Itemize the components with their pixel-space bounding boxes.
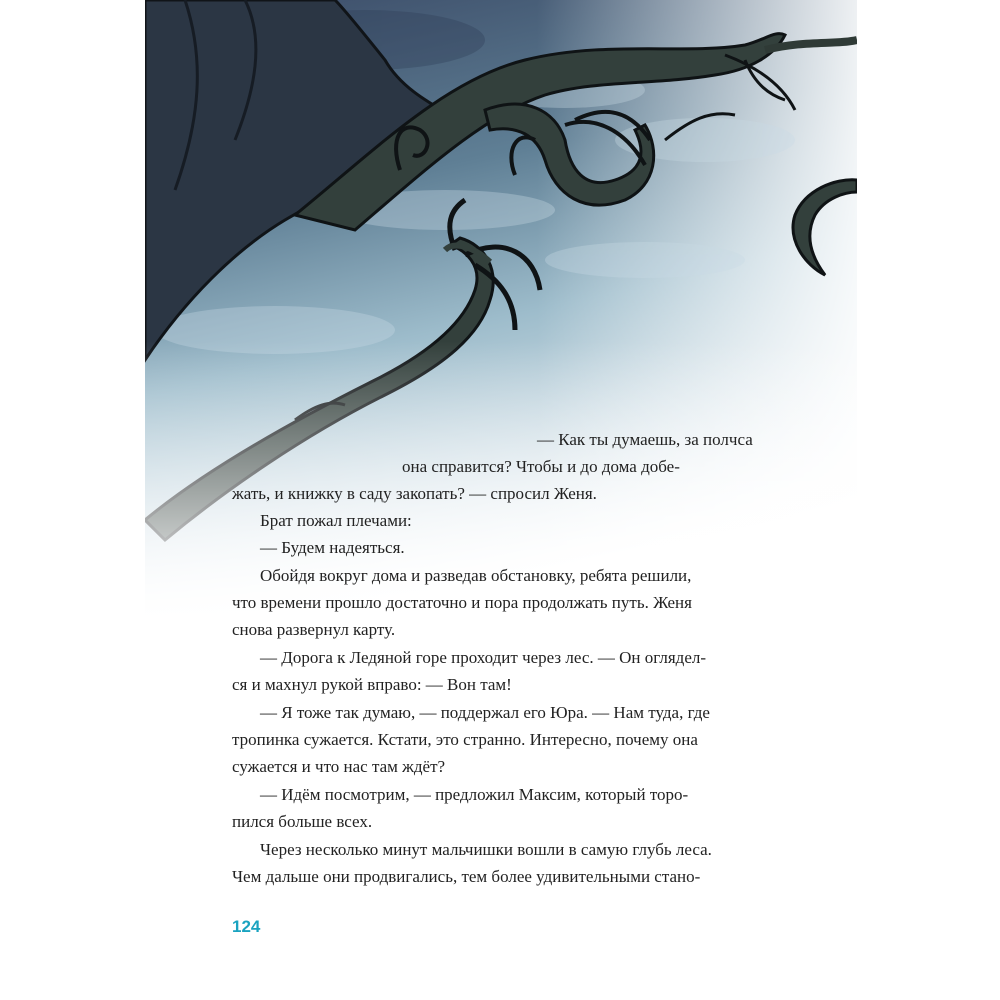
page-number: 124 xyxy=(232,917,261,936)
text-line-12: тропинка сужается. Кстати, это странно. Интересно, почему она xyxy=(232,730,698,749)
text-line-9: — Дорога к Ледяной горе проходит через лес. — Он оглядел- xyxy=(260,648,707,667)
text-line-10: ся и махнул рукой вправо: — Вон там! xyxy=(232,675,512,694)
text-line-6: Обойдя вокруг дома и разведав обстановку, ребята решили, xyxy=(260,566,692,585)
tree-illustration xyxy=(145,0,857,620)
text-line-1: — Как ты думаешь, за полчса xyxy=(537,430,753,449)
text-line-3: жать, и книжку в саду закопать? — спросил Женя. xyxy=(232,484,597,503)
text-line-16: Через несколько минут мальчишки вошли в самую глубь леса. xyxy=(260,840,712,859)
text-line-5: — Будем надеяться. xyxy=(260,538,405,557)
text-line-17: Чем дальше они продвигались, тем более удивительными стано- xyxy=(232,867,701,886)
text-line-11: — Я тоже так думаю, — поддержал его Юра. — Нам туда, где xyxy=(260,703,710,722)
text-line-15: пился больше всех. xyxy=(232,812,373,831)
text-line-7: что времени прошло достаточно и пора продолжать путь. Женя xyxy=(232,593,692,612)
text-line-8: снова развернул карту. xyxy=(232,620,396,639)
text-line-4: Брат пожал плечами: xyxy=(260,511,412,530)
book-page xyxy=(145,0,857,1000)
text-line-2: она справится? Чтобы и до дома добе- xyxy=(402,457,680,476)
text-line-13: сужается и что нас там ждёт? xyxy=(232,757,446,776)
text-line-14: — Идём посмотрим, — предложил Максим, который торо- xyxy=(260,785,689,804)
